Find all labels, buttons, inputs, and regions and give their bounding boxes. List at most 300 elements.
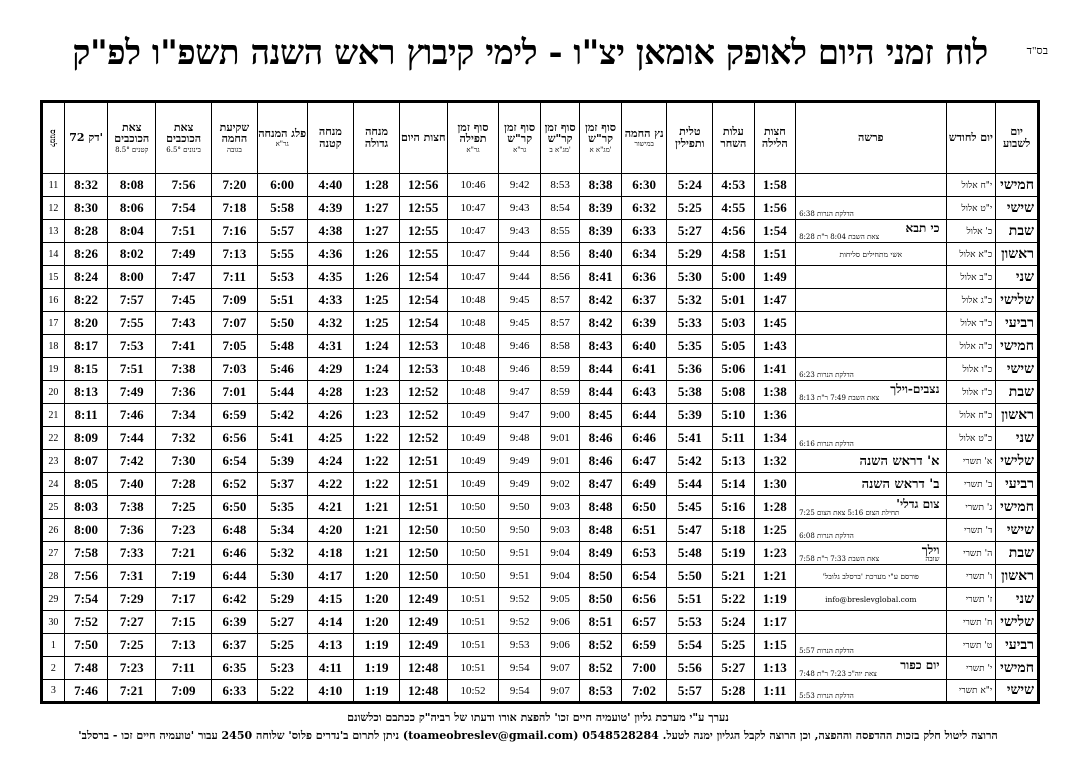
tallit-cell: 5:53 <box>667 611 713 634</box>
tzeit85-cell: 7:29 <box>108 588 156 611</box>
midnight-cell: 1:15 <box>754 634 795 657</box>
tzeit65-cell: 7:19 <box>156 565 212 588</box>
table-row <box>42 450 1039 473</box>
tzeit65-cell: 7:28 <box>156 473 212 496</box>
shkia-cell: 6:54 <box>212 450 258 473</box>
sunrise-cell: 6:59 <box>621 634 667 657</box>
parsha-cell <box>796 312 946 335</box>
r72-cell: 7:48 <box>64 657 108 680</box>
sunrise-cell: 6:43 <box>621 381 667 404</box>
shema-mb-cell: 8:57 <box>540 289 579 312</box>
parsha-cell <box>796 473 946 496</box>
sunrise-cell: 6:30 <box>621 174 667 197</box>
mincha-gedola-cell: 1:27 <box>354 220 400 243</box>
chatzot-cell: 12:53 <box>399 335 447 358</box>
shema-gra-cell: 9:47 <box>499 404 540 427</box>
dawn-cell: 5:06 <box>713 358 754 381</box>
shema-ma-cell: 8:44 <box>580 381 621 404</box>
r72-cell: 8:13 <box>64 381 108 404</box>
tefila-cell: 10:50 <box>447 519 499 542</box>
weekday-cell: רביעי <box>996 473 1039 496</box>
shema-mb-cell: 8:54 <box>540 197 579 220</box>
hebrew-date-cell: י' תשרי <box>946 657 996 680</box>
mincha-ketana-cell: 4:33 <box>307 289 354 312</box>
dawn-cell: 5:28 <box>713 680 754 703</box>
shema-mb-cell: 9:04 <box>540 542 579 565</box>
tefila-cell: 10:47 <box>447 197 499 220</box>
col-header-mincha-ketana: מנחה קטנה <box>307 102 354 174</box>
tzeit65-cell: 7:25 <box>156 496 212 519</box>
col-header-tallit: טלית ותפילין <box>667 102 713 174</box>
tallit-cell: 5:45 <box>667 496 713 519</box>
col-header-shema-gra: סוף זמן קר"ש גר"א <box>499 102 540 174</box>
tallit-cell: 5:30 <box>667 266 713 289</box>
dawn-cell: 5:13 <box>713 450 754 473</box>
sunrise-cell: 6:34 <box>621 243 667 266</box>
plag-cell: 5:42 <box>257 404 307 427</box>
header-row <box>42 102 1039 174</box>
plag-cell: 5:22 <box>257 680 307 703</box>
parsha-cell <box>796 680 946 703</box>
tallit-cell: 5:47 <box>667 519 713 542</box>
row-index: 30 <box>42 611 65 634</box>
tzeit85-cell: 7:38 <box>108 496 156 519</box>
tzeit85-cell: 7:42 <box>108 450 156 473</box>
mincha-gedola-cell: 1:26 <box>354 243 400 266</box>
parsha-cell <box>796 657 946 680</box>
shema-mb-cell: 9:00 <box>540 404 579 427</box>
weekday-cell: שלישי <box>996 611 1039 634</box>
dawn-cell: 5:14 <box>713 473 754 496</box>
tzeit65-cell: 7:38 <box>156 358 212 381</box>
col-header-shema-ma: סוף זמן קר"ש מג"א א' <box>580 102 621 174</box>
mincha-gedola-cell: 1:21 <box>354 496 400 519</box>
tzeit85-cell: 7:25 <box>108 634 156 657</box>
row-index: 26 <box>42 519 65 542</box>
table-row <box>42 381 1039 404</box>
weekday-cell: שני <box>996 427 1039 450</box>
plag-cell: 5:39 <box>257 450 307 473</box>
table-row <box>42 197 1039 220</box>
tefila-cell: 10:49 <box>447 427 499 450</box>
hebrew-date-cell: ח' תשרי <box>946 611 996 634</box>
shema-mb-cell: 8:59 <box>540 381 579 404</box>
shema-mb-cell: 8:55 <box>540 220 579 243</box>
mincha-ketana-cell: 4:26 <box>307 404 354 427</box>
tallit-cell: 5:39 <box>667 404 713 427</box>
dawn-cell: 5:24 <box>713 611 754 634</box>
midnight-cell: 1:54 <box>754 220 795 243</box>
shema-ma-cell: 8:50 <box>580 588 621 611</box>
mincha-ketana-cell: 4:21 <box>307 496 354 519</box>
shema-ma-cell: 8:43 <box>580 335 621 358</box>
midnight-cell: 1:43 <box>754 335 795 358</box>
hebrew-date-cell: ד' תשרי <box>946 519 996 542</box>
tzeit65-cell: 7:41 <box>156 335 212 358</box>
mincha-gedola-cell: 1:23 <box>354 381 400 404</box>
shkia-cell: 6:35 <box>212 657 258 680</box>
r72-cell: 7:46 <box>64 680 108 703</box>
r72-cell: 8:20 <box>64 312 108 335</box>
mincha-gedola-cell: 1:21 <box>354 519 400 542</box>
midnight-cell: 1:38 <box>754 381 795 404</box>
tzeit65-cell: 7:15 <box>156 611 212 634</box>
dawn-cell: 5:22 <box>713 588 754 611</box>
shema-gra-cell: 9:44 <box>499 243 540 266</box>
shkia-cell: 7:16 <box>212 220 258 243</box>
row-index: 21 <box>42 404 65 427</box>
chatzot-cell: 12:50 <box>399 542 447 565</box>
dawn-cell: 5:03 <box>713 312 754 335</box>
tzeit85-cell: 7:49 <box>108 381 156 404</box>
chatzot-cell: 12:51 <box>399 496 447 519</box>
sunrise-cell: 6:51 <box>621 519 667 542</box>
shema-mb-cell: 9:06 <box>540 634 579 657</box>
sunrise-cell: 6:44 <box>621 404 667 427</box>
tallit-cell: 5:29 <box>667 243 713 266</box>
tefila-cell: 10:49 <box>447 473 499 496</box>
plag-cell: 5:25 <box>257 634 307 657</box>
shkia-cell: 6:39 <box>212 611 258 634</box>
mincha-ketana-cell: 4:25 <box>307 427 354 450</box>
chatzot-cell: 12:49 <box>399 588 447 611</box>
tallit-cell: 5:50 <box>667 565 713 588</box>
tallit-cell: 5:54 <box>667 634 713 657</box>
sunrise-cell: 6:50 <box>621 496 667 519</box>
chatzot-cell: 12:55 <box>399 220 447 243</box>
tzeit85-cell: 7:51 <box>108 358 156 381</box>
tefila-cell: 10:50 <box>447 496 499 519</box>
hebrew-date-cell: כ"ב אלול <box>946 266 996 289</box>
table-row <box>42 588 1039 611</box>
weekday-cell: שלישי <box>996 289 1039 312</box>
table-row <box>42 404 1039 427</box>
r72-cell: 7:58 <box>64 542 108 565</box>
shema-gra-cell: 9:52 <box>499 588 540 611</box>
weekday-cell: ראשון <box>996 404 1039 427</box>
midnight-cell: 1:32 <box>754 450 795 473</box>
tefila-cell: 10:50 <box>447 565 499 588</box>
chatzot-cell: 12:52 <box>399 404 447 427</box>
hebrew-date-cell: ה' תשרי <box>946 542 996 565</box>
dawn-cell: 5:21 <box>713 565 754 588</box>
plag-cell: 5:27 <box>257 611 307 634</box>
parsha-cell <box>796 266 946 289</box>
shema-gra-cell: 9:52 <box>499 611 540 634</box>
shkia-cell: 7:09 <box>212 289 258 312</box>
shema-ma-cell: 8:52 <box>580 657 621 680</box>
sunrise-cell: 6:33 <box>621 220 667 243</box>
shkia-cell: 7:03 <box>212 358 258 381</box>
mincha-ketana-cell: 4:36 <box>307 243 354 266</box>
hebrew-date-cell: כ"ו אלול <box>946 358 996 381</box>
weekday-cell: שישי <box>996 197 1039 220</box>
row-index: 18 <box>42 335 65 358</box>
parsha-cell <box>796 588 946 611</box>
table-row <box>42 312 1039 335</box>
shema-mb-cell: 9:06 <box>540 611 579 634</box>
tzeit65-cell: 7:51 <box>156 220 212 243</box>
tzeit65-cell: 7:47 <box>156 266 212 289</box>
shkia-cell: 7:18 <box>212 197 258 220</box>
shema-gra-cell: 9:42 <box>499 174 540 197</box>
row-index: 17 <box>42 312 65 335</box>
tefila-cell: 10:51 <box>447 657 499 680</box>
shema-ma-cell: 8:39 <box>580 220 621 243</box>
mincha-ketana-cell: 4:18 <box>307 542 354 565</box>
tzeit65-cell: 7:34 <box>156 404 212 427</box>
parsha-cell <box>796 450 946 473</box>
sunrise-cell: 6:40 <box>621 335 667 358</box>
mincha-ketana-cell: 4:29 <box>307 358 354 381</box>
shema-gra-cell: 9:48 <box>499 427 540 450</box>
shema-mb-cell: 9:07 <box>540 680 579 703</box>
col-header-tzeit85: צאת הכוכבים קטנים 8.5° <box>108 102 156 174</box>
r72-cell: 8:24 <box>64 266 108 289</box>
chatzot-cell: 12:56 <box>399 174 447 197</box>
weekday-cell: שני <box>996 588 1039 611</box>
sunrise-cell: 6:39 <box>621 312 667 335</box>
sunrise-cell: 6:47 <box>621 450 667 473</box>
plag-cell: 5:58 <box>257 197 307 220</box>
shkia-cell: 6:46 <box>212 542 258 565</box>
mincha-ketana-cell: 4:13 <box>307 634 354 657</box>
hebrew-date-cell: כ"ה אלול <box>946 335 996 358</box>
tzeit65-cell: 7:11 <box>156 657 212 680</box>
tallit-cell: 5:36 <box>667 358 713 381</box>
plag-cell: 5:48 <box>257 335 307 358</box>
tallit-cell: 5:51 <box>667 588 713 611</box>
shema-mb-cell: 8:59 <box>540 358 579 381</box>
parsha-label: יום כפור <box>900 658 940 672</box>
table-row <box>42 496 1039 519</box>
dawn-cell: 5:25 <box>713 634 754 657</box>
chatzot-cell: 12:48 <box>399 657 447 680</box>
plag-cell: 5:35 <box>257 496 307 519</box>
r72-cell: 8:07 <box>64 450 108 473</box>
table-row <box>42 657 1039 680</box>
parsha-cell <box>796 404 946 427</box>
tallit-cell: 5:57 <box>667 680 713 703</box>
midnight-cell: 1:58 <box>754 174 795 197</box>
shema-mb-cell: 8:57 <box>540 312 579 335</box>
weekday-cell: שישי <box>996 519 1039 542</box>
midnight-cell: 1:17 <box>754 611 795 634</box>
plag-cell: 5:34 <box>257 519 307 542</box>
parsha-note: הדלקת הנרות 5:53 <box>799 692 854 700</box>
shema-gra-cell: 9:45 <box>499 289 540 312</box>
sunrise-cell: 6:36 <box>621 266 667 289</box>
hebrew-date-cell: כ"ד אלול <box>946 312 996 335</box>
midnight-cell: 1:49 <box>754 266 795 289</box>
parsha-note: info@breslevglobal.com <box>825 594 917 604</box>
tzeit85-cell: 8:04 <box>108 220 156 243</box>
shema-ma-cell: 8:51 <box>580 611 621 634</box>
row-index: 2 <box>42 657 65 680</box>
col-header-index: למנוס <box>42 102 65 174</box>
midnight-cell: 1:28 <box>754 496 795 519</box>
mincha-gedola-cell: 1:20 <box>354 588 400 611</box>
mincha-gedola-cell: 1:25 <box>354 289 400 312</box>
shkia-cell: 7:01 <box>212 381 258 404</box>
shkia-cell: 7:05 <box>212 335 258 358</box>
r72-cell: 8:03 <box>64 496 108 519</box>
shkia-cell: 6:42 <box>212 588 258 611</box>
hebrew-date-cell: ב' תשרי <box>946 473 996 496</box>
col-header-chatzot: חצות היום <box>399 102 447 174</box>
weekday-cell: רביעי <box>996 634 1039 657</box>
shema-gra-cell: 9:44 <box>499 266 540 289</box>
footer-donation: הרוצה ליטול חלק בזכות ההדפסה וההפצה, וכן הרוצה לקבל הגליון ימנה לטעל. 0548528284 (toameobreslev@gmail.com) ניתן לתרום ב'נדרים פלוס' שלוחה 2450 עבור 'טועמיה חיים זכו - ברסלב' <box>78 729 998 742</box>
tzeit85-cell: 7:33 <box>108 542 156 565</box>
plag-cell: 5:30 <box>257 565 307 588</box>
weekday-cell: חמישי <box>996 496 1039 519</box>
hebrew-date-cell: ט' תשרי <box>946 634 996 657</box>
tzeit65-cell: 7:45 <box>156 289 212 312</box>
col-header-shema-mb: סוף זמן קר"ש מג"א ב' <box>540 102 579 174</box>
weekday-cell: שבת <box>996 381 1039 404</box>
shema-mb-cell: 9:01 <box>540 427 579 450</box>
r72-cell: 8:17 <box>64 335 108 358</box>
col-header-mincha-gedola: מנחה גדולה <box>354 102 400 174</box>
dawn-cell: 5:10 <box>713 404 754 427</box>
shkia-cell: 6:37 <box>212 634 258 657</box>
row-index: 25 <box>42 496 65 519</box>
parsha-note: תחילת הצום 5:16 צאת הצום 7:25 <box>799 509 900 517</box>
tefila-cell: 10:46 <box>447 174 499 197</box>
mincha-gedola-cell: 1:19 <box>354 680 400 703</box>
parsha-cell <box>796 565 946 588</box>
tallit-cell: 5:56 <box>667 657 713 680</box>
hebrew-date-cell: כ"ח אלול <box>946 404 996 427</box>
mincha-gedola-cell: 1:24 <box>354 358 400 381</box>
weekday-cell: שבת <box>996 542 1039 565</box>
weekday-cell: שישי <box>996 680 1039 703</box>
tefila-cell: 10:52 <box>447 680 499 703</box>
shema-gra-cell: 9:46 <box>499 335 540 358</box>
parsha-cell <box>796 243 946 266</box>
tzeit65-cell: 7:32 <box>156 427 212 450</box>
shema-ma-cell: 8:42 <box>580 312 621 335</box>
parsha-cell <box>796 634 946 657</box>
chatzot-cell: 12:49 <box>399 634 447 657</box>
parsha-note: צאת השבת 7:49 ר"ת 8:13 <box>799 394 880 402</box>
shema-gra-cell: 9:50 <box>499 519 540 542</box>
parsha-note: צאת השבת 8:04 ר"ת 8:28 <box>799 233 880 241</box>
shema-ma-cell: 8:48 <box>580 519 621 542</box>
mincha-ketana-cell: 4:17 <box>307 565 354 588</box>
col-header-weekday: יום לשבוע <box>996 102 1039 174</box>
r72-cell: 8:00 <box>64 519 108 542</box>
weekday-cell: ראשון <box>996 243 1039 266</box>
row-index: 29 <box>42 588 65 611</box>
shema-mb-cell: 9:02 <box>540 473 579 496</box>
parsha-note: הדלקת הנרות 5:57 <box>799 647 854 655</box>
shema-mb-cell: 9:07 <box>540 657 579 680</box>
mincha-gedola-cell: 1:24 <box>354 335 400 358</box>
weekday-cell: רביעי <box>996 312 1039 335</box>
chatzot-cell: 12:50 <box>399 519 447 542</box>
shkia-cell: 6:56 <box>212 427 258 450</box>
mincha-ketana-cell: 4:11 <box>307 657 354 680</box>
row-index: 3 <box>42 680 65 703</box>
tefila-cell: 10:48 <box>447 358 499 381</box>
tefila-cell: 10:51 <box>447 634 499 657</box>
weekday-cell: שני <box>996 266 1039 289</box>
tzeit85-cell: 7:44 <box>108 427 156 450</box>
tallit-cell: 5:42 <box>667 450 713 473</box>
tallit-cell: 5:38 <box>667 381 713 404</box>
shema-ma-cell: 8:47 <box>580 473 621 496</box>
midnight-cell: 1:47 <box>754 289 795 312</box>
dawn-cell: 4:53 <box>713 174 754 197</box>
col-header-parsha: פרשה <box>796 102 946 174</box>
tzeit85-cell: 7:46 <box>108 404 156 427</box>
tzeit85-cell: 8:02 <box>108 243 156 266</box>
shema-gra-cell: 9:43 <box>499 197 540 220</box>
mincha-gedola-cell: 1:20 <box>354 565 400 588</box>
mincha-gedola-cell: 1:28 <box>354 174 400 197</box>
sunrise-cell: 6:54 <box>621 565 667 588</box>
tallit-cell: 5:33 <box>667 312 713 335</box>
shema-mb-cell: 9:05 <box>540 588 579 611</box>
tzeit85-cell: 7:27 <box>108 611 156 634</box>
tallit-cell: 5:41 <box>667 427 713 450</box>
parsha-label: וילך <box>921 543 940 557</box>
dawn-cell: 5:27 <box>713 657 754 680</box>
plag-cell: 5:37 <box>257 473 307 496</box>
tzeit65-cell: 7:21 <box>156 542 212 565</box>
sunrise-cell: 6:49 <box>621 473 667 496</box>
tallit-cell: 5:25 <box>667 197 713 220</box>
shema-gra-cell: 9:49 <box>499 473 540 496</box>
shema-ma-cell: 8:41 <box>580 266 621 289</box>
zmanim-table <box>40 100 1040 704</box>
midnight-cell: 1:13 <box>754 657 795 680</box>
shema-mb-cell: 9:01 <box>540 450 579 473</box>
r72-cell: 8:09 <box>64 427 108 450</box>
mincha-ketana-cell: 4:10 <box>307 680 354 703</box>
mincha-ketana-cell: 4:14 <box>307 611 354 634</box>
tzeit85-cell: 7:40 <box>108 473 156 496</box>
col-header-monthday: יום לחודש <box>946 102 996 174</box>
midnight-cell: 1:25 <box>754 519 795 542</box>
table-row <box>42 266 1039 289</box>
mincha-gedola-cell: 1:26 <box>354 266 400 289</box>
shema-ma-cell: 8:48 <box>580 496 621 519</box>
mincha-gedola-cell: 1:19 <box>354 634 400 657</box>
plag-cell: 5:29 <box>257 588 307 611</box>
r72-cell: 8:15 <box>64 358 108 381</box>
tzeit85-cell: 7:21 <box>108 680 156 703</box>
shkia-cell: 7:13 <box>212 243 258 266</box>
hebrew-date-cell: ז' תשרי <box>946 588 996 611</box>
table-row <box>42 565 1039 588</box>
chatzot-cell: 12:52 <box>399 427 447 450</box>
chatzot-cell: 12:53 <box>399 358 447 381</box>
r72-cell: 8:22 <box>64 289 108 312</box>
midnight-cell: 1:34 <box>754 427 795 450</box>
row-index: 11 <box>42 174 65 197</box>
tefila-cell: 10:47 <box>447 220 499 243</box>
hebrew-date-cell: י"א תשרי <box>946 680 996 703</box>
midnight-cell: 1:11 <box>754 680 795 703</box>
tzeit85-cell: 7:55 <box>108 312 156 335</box>
parsha-cell <box>796 496 946 519</box>
table-row <box>42 427 1039 450</box>
shema-gra-cell: 9:43 <box>499 220 540 243</box>
tzeit85-cell: 7:36 <box>108 519 156 542</box>
